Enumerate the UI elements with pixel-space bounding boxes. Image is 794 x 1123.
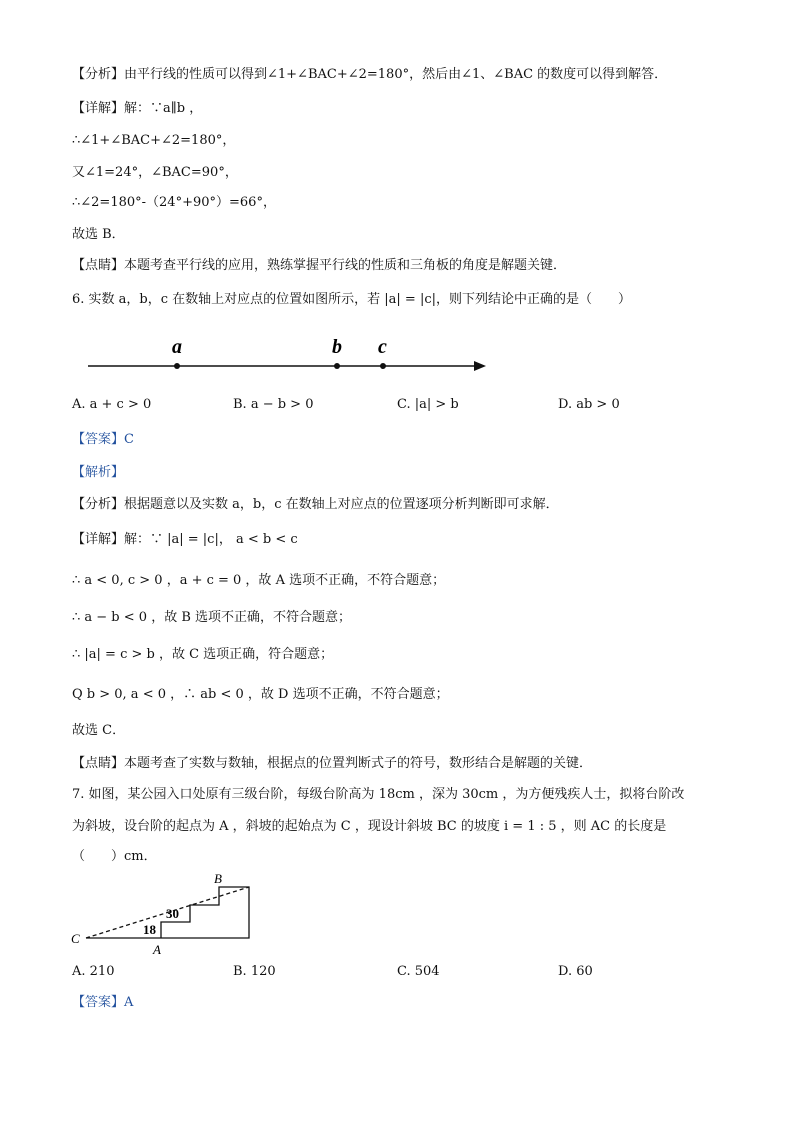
q7-stem-line2: 为斜坡，设台阶的起点为 A ，斜坡的起始点为 C ，现设计斜坡 BC 的坡度 i = 1 : 5 ，则 AC 的长度是 (72, 819, 667, 834)
point-c (380, 363, 386, 369)
q5-analysis: 【分析】由平行线的性质可以得到∠1+∠BAC+∠2=180°，然后由∠1、∠BAC 的数度可以得到解答． (72, 67, 668, 82)
q6-s1: ∴ a < 0, c > 0 ，a + c = 0 ，故 A 选项不正确，不符合题意； (72, 573, 446, 588)
q6-stem: 6. 实数 a，b，c 在数轴上对应点的位置如图所示，若 |a| = |c|，则下列结论中正确的是（ ） (72, 292, 631, 307)
q5-detail: 【详解】解：∵a∥b ， (72, 101, 203, 116)
point-a (174, 363, 180, 369)
q5-step3: ∴∠2=180°-（24°+90°）=66°， (72, 195, 276, 210)
q7-option-b: B. 120 (233, 964, 276, 979)
q6-s2: ∴ a − b < 0 ，故 B 选项不正确，不符合题意； (72, 610, 352, 625)
label-C: C (71, 931, 80, 946)
q6-option-a: A. a + c > 0 (72, 397, 152, 412)
label-A: A (153, 942, 161, 957)
label-b: b (332, 336, 342, 358)
q6-detail: 【详解】解：∵ |a| = |c|， a < b < c (72, 532, 298, 547)
number-line-arrow (474, 361, 486, 371)
q5-choose: 故选 B． (72, 227, 125, 242)
stairs-slope-figure (66, 870, 266, 960)
q6-option-c: C. |a| > b (397, 397, 459, 412)
q6-jiexi: 【解析】 (72, 465, 125, 480)
q7-stem-line3: （ ）cm． (72, 849, 157, 864)
q5-step1: ∴∠1+∠BAC+∠2=180°， (72, 133, 236, 148)
q7-stem-line1: 7. 如图，某公园入口处原有三级台阶，每级台阶高为 18cm ，深为 30cm ，为方便残疾人士，拟将台阶改 (72, 787, 685, 802)
label-depth-30: 30 (166, 906, 179, 921)
q5-comment: 【点睛】本题考查平行线的应用，熟练掌握平行线的性质和三角板的角度是解题关键． (72, 258, 567, 273)
q6-choose: 故选 C． (72, 723, 126, 738)
q7-option-d: D. 60 (558, 964, 593, 979)
q7-option-c: C. 504 (397, 964, 440, 979)
q7-option-a: A. 210 (72, 964, 115, 979)
point-b (334, 363, 340, 369)
q5-step2: 又∠1=24°，∠BAC=90°， (72, 165, 238, 180)
q6-option-d: D. ab > 0 (558, 397, 620, 412)
q6-answer: 【答案】C (72, 432, 134, 447)
q6-s3: ∴ |a| = c > b ，故 C 选项正确，符合题意； (72, 647, 334, 662)
q6-analysis: 【分析】根据题意以及实数 a，b，c 在数轴上对应点的位置逐项分析判断即可求解． (72, 497, 559, 512)
q6-option-b: B. a − b > 0 (233, 397, 314, 412)
label-c: c (378, 336, 387, 358)
q7-answer: 【答案】A (72, 995, 134, 1010)
number-line-figure (80, 330, 500, 380)
label-height-18: 18 (143, 922, 156, 937)
q6-comment: 【点睛】本题考查了实数与数轴，根据点的位置判断式子的符号，数形结合是解题的关键． (72, 756, 593, 771)
label-B: B (214, 871, 222, 886)
q6-s4: Q b > 0, a < 0 ，∴ ab < 0 ，故 D 选项不正确，不符合题意； (72, 687, 449, 702)
label-a: a (172, 336, 182, 358)
